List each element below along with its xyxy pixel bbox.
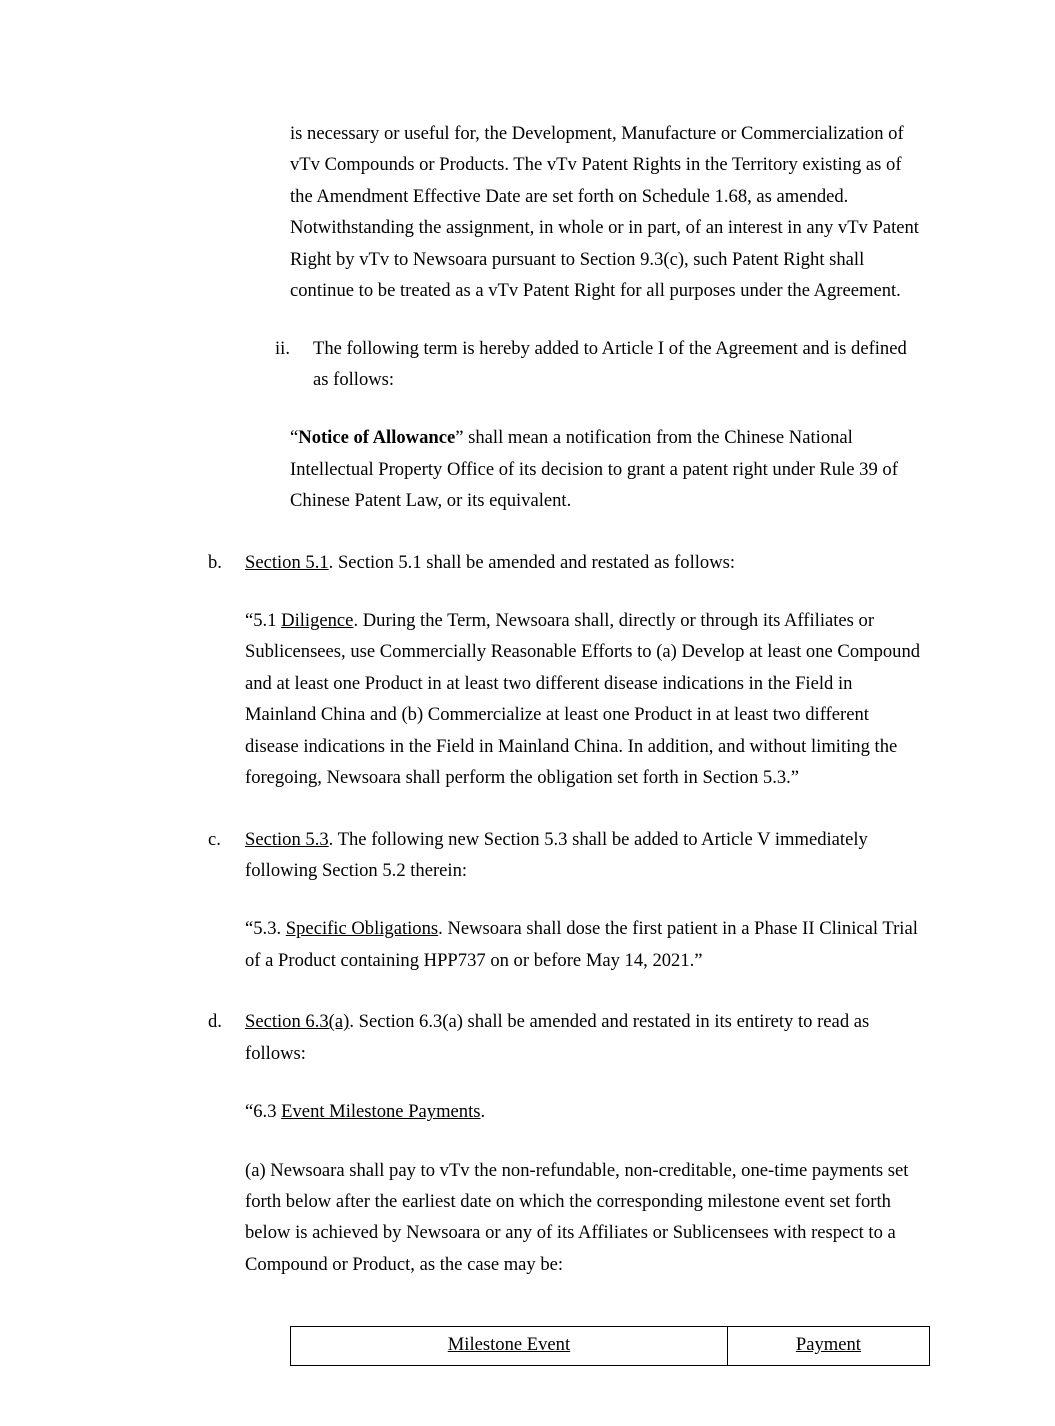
list-item-d-text (245, 1006, 925, 1069)
section-6-3-rest: . (480, 1101, 486, 1123)
section-5-3-quote (245, 913, 925, 976)
list-item-d-marker: d. (208, 1011, 222, 1033)
section-5-3-prefix: “5.3. (245, 918, 286, 940)
section-5-3-heading: Specific Obligations (285, 918, 439, 940)
section-6-3-a-paragraph: (a) Newsoara shall pay to vTv the non-refundable, non-creditable, one-time payments set forth below after the earliest date on which the corresponding milestone event set forth below is achieved by Newsoara or any of its Affiliates or Sublicensees with respect to a Compound or Product, as the case may be: (245, 1159, 909, 1275)
milestone-table (290, 1326, 930, 1366)
section-5-3-rest: . Newsoara shall dose the first patient in a Phase II Clinical Trial of a Product containing HPP737 on or before May 14, 2021.” (245, 918, 918, 971)
list-item-d-heading: Section 6.3(a) (245, 1011, 350, 1033)
section-5-1-rest: . During the Term, Newsoara shall, directly or through its Affiliates or Sublicensees, use Commercially Reasonable Efforts to (a) Develop at least one Compound and at least one Product in at least two different disease indications in the Field in Mainland China and (b) Commercialize at least one Product in at least two different disease indications in the Field in Mainland China. In addition, and without limiting the foregoing, Newsoara shall perform the obligation set forth in Section 5.3.” (245, 610, 921, 789)
definition-open-quote: “ (290, 427, 299, 449)
payment-label: Payment (795, 1334, 861, 1356)
table-header-milestone-event (291, 1327, 728, 1366)
list-item-c-body: . The following new Section 5.3 shall be added to Article V immediately following Section 5.2 therein: (245, 828, 868, 882)
list-item-roman-ii (275, 333, 935, 396)
list-item-d-body: . Section 6.3(a) shall be amended and restated in its entirety to read as follows: (245, 1011, 870, 1064)
list-item-c-heading: Section 5.3 (245, 828, 329, 850)
definition-paragraph (290, 422, 915, 516)
roman-text: The following term is hereby added to Article I of the Agreement and is defined as follows: (313, 337, 907, 390)
section-6-3-heading: Event Milestone Payments (281, 1101, 481, 1123)
table-header-payment (727, 1327, 929, 1366)
list-item-b-marker: b. (208, 551, 222, 573)
section-6-3-quote (245, 1096, 925, 1127)
section-6-3-prefix: “6.3 (245, 1101, 282, 1123)
milestone-event-label: Milestone Event (447, 1334, 571, 1356)
list-item-c (208, 824, 935, 887)
section-5-1-heading: Diligence (281, 610, 354, 632)
section-5-1-quote (245, 605, 925, 794)
definition-term: Notice of Allowance (298, 427, 456, 449)
list-item-b-text (245, 547, 925, 578)
section-5-1-prefix: “5.1 (245, 610, 282, 632)
definition-rest: ” shall mean a notification from the Chinese National Intellectual Property Office of its decision to grant a patent right under Rule 39 of Chinese Patent Law, or its equivalent. (290, 427, 898, 512)
table-row (291, 1327, 930, 1366)
list-item-c-text (245, 824, 925, 887)
list-item-c-marker: c. (208, 828, 221, 850)
list-item-b-body: . Section 5.1 shall be amended and restated as follows: (328, 551, 736, 573)
list-item-b (208, 547, 935, 578)
roman-marker: ii. (275, 337, 290, 359)
list-item-b-heading: Section 5.1 (245, 551, 329, 573)
continuation-paragraph: is necessary or useful for, the Development, Manufacture or Commercialization of vTv Compounds or Products. The vTv Patent Rights in the Territory existing as of the Amendment Effective Date are set forth on Schedule 1.68, as amended. Notwithstanding the assignment, in whole or in part, of an interest in any vTv Patent Right by vTv to Newsoara pursuant to Section 9.3(c), such Patent Right shall continue to be treated as a vTv Patent Right for all purposes under the Agreement. (290, 123, 919, 302)
list-item-d (208, 1006, 935, 1069)
